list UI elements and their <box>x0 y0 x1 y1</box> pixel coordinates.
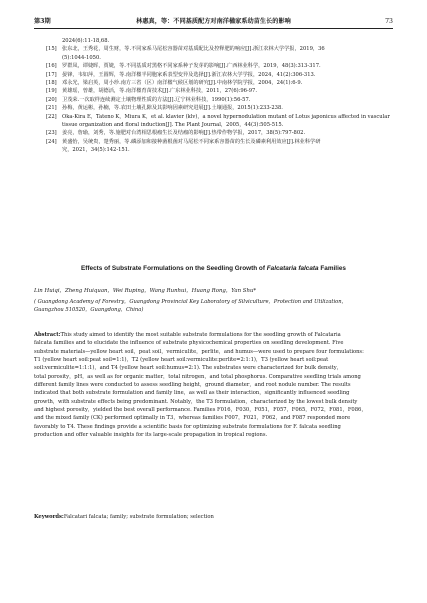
reference-number: [19] <box>46 88 57 95</box>
abstract-line <box>34 398 393 406</box>
abstract-text: different family lines were conducted to assess seedling height，ground diameter，and root nodule number. The results <box>34 382 351 389</box>
reference-text: 姜亮，詹瑜，刘秀，等.施肥对台湾相思根瘤生长及结瘤的影响[J].热带作物学报，2017，38(5):797-802. <box>62 130 306 137</box>
reference-text: 卫茂荣.一次取样连续测定土壤物理性质的方法[J].辽宁林业科技，1990(1):56-57. <box>62 96 251 103</box>
english-keywords: Keywords:Falcatari falcata; family; substrate formulation; selection <box>34 514 214 520</box>
running-title: 林惠真，等：不同基质配方对南洋楹家系幼苗生长的影响 <box>136 18 291 25</box>
abstract-line <box>34 364 393 372</box>
reference-text: 究，2021，34(5):142-151. <box>62 147 130 154</box>
reference-number: [17] <box>46 71 57 78</box>
reference-item <box>34 104 393 112</box>
reference-text: tissue organization and floral induction[J]. The Plant Journal，2005，44(3):505-515. <box>62 122 284 129</box>
reference-number: [16] <box>46 63 57 70</box>
abstract-text: and the mixed family (CK) performed optimally in T3，whereas families F007，F021，F062，and F087 responded more <box>34 415 351 422</box>
english-abstract <box>34 331 393 439</box>
reference-item <box>34 87 393 95</box>
english-authors: Lin Huiqi，Zheng Huiquan，Wei Ruping，Wang Runhui，Huang Rong，Yan Shu* <box>34 288 257 294</box>
reference-number: [18] <box>46 80 57 87</box>
abstract-text: T1 (yellow heart soil:peat soil=1:1)，T2 (yellow heart soil:vermiculite:perlite=2:1:1)，T3 (yellow heart soil:peat <box>34 357 329 364</box>
reference-text: (5):1044-1050. <box>62 54 101 61</box>
reference-number: [22] <box>46 113 57 120</box>
reference-number: [21] <box>46 105 57 112</box>
reference-text: 邓永光，梁启英，周小珍.南方三省（区）南洋楹气候区划的研究[J].中南林学院学报，2004，24(1):6-9. <box>62 80 303 87</box>
abstract-text: This study aimed to identify the most suitable substrate formulations for the seedling growth of Falcataria <box>60 332 341 338</box>
english-title: Effects of Substrate Formulations on the Seedling Growth of Falcataria falcata Families <box>81 265 346 272</box>
reference-text: 晏锋，韦如萍，王圆辉，等.南洋楹半同胞家系表型变异及选择[J].浙江农林大学学报，2024，41(2):306-313. <box>62 71 316 78</box>
reference-text: 黄盛怡，吴统贵，楚秀丽，等.磷添加和接种菌根菌对马尾松不同家系容器苗的生长及磷素利用效应[J].林业科学研 <box>62 138 321 145</box>
abstract-line <box>34 348 393 356</box>
reference-number: [15] <box>46 46 57 53</box>
abstract-line <box>34 414 393 422</box>
reference-number: [20] <box>46 96 57 103</box>
abstract-text: substrate materials—yellow heart soil，peat soil，vermiculite，perlite，and humus—were used to prepare four formulations: <box>34 348 364 355</box>
english-affiliation: ( Guangdong Academy of Forestry，Guangdong Provincial Key Laboratory of Silviculture，Protection and Utilization， Guangzhou 510520，Guangdong，China) <box>34 299 347 314</box>
reference-item <box>34 96 393 104</box>
reference-number: [24] <box>46 138 57 145</box>
reference-text: 张东北，王秀花，周生财，等.不同家系马尾松容器苗对基质配比及控释肥的响应[J].浙江农林大学学报，2019，36 <box>62 46 325 53</box>
reference-item <box>34 146 393 154</box>
reference-item <box>34 45 393 53</box>
issue-label: 第3期 <box>34 18 51 25</box>
reference-item <box>34 79 393 87</box>
reference-list <box>34 37 393 155</box>
abstract-label: Abstract: <box>34 332 61 338</box>
abstract-text: favorably to T4. These findings provide a scientific basis for optimizing substrate formulations for F. falcata seedling <box>34 423 341 430</box>
reference-item <box>34 129 393 137</box>
abstract-line <box>34 389 393 397</box>
reference-text: Oka-Kira E，Tateno K，Miura K，et al. klavier (klv)，a novel hypernodulation mutant of Lotus japonicus affected in vascular <box>62 113 390 120</box>
abstract-text: production and offer valuable insights for its large-scale propagation in tropical regions. <box>34 432 268 439</box>
reference-item <box>34 62 393 70</box>
abstract-line <box>34 331 393 339</box>
abstract-text: soil:vermiculite=1:1:1)，and T4 (yellow heart soil:humus=2:1). The substrates were characterized for bulk density， <box>34 365 342 372</box>
abstract-line <box>34 381 393 389</box>
abstract-text: and highest porosity，yielded the best overall performance. Families F016，F030，F051，F057，F065，F072，F081，F086， <box>34 407 367 414</box>
abstract-line <box>34 373 393 381</box>
reference-text: 罗群凤，谭婕晖，贾婕，等.不同基质对黑格不同家系种子发芽的影响[J].广西林业科学，2019，48(3):313-317. <box>62 63 321 70</box>
reference-number: [23] <box>46 130 57 137</box>
reference-item <box>34 121 393 129</box>
reference-text: 孙梅，黄运彬，孙楠，等.农田土壤孔隙及其影响因素研究进展[J].土壤通报，2015(1):233-238. <box>62 105 283 112</box>
abstract-text: growth，with substrate effects being predominant. Notably，the T3 formulation，characterized by the lowest bulk density <box>34 398 358 405</box>
reference-item <box>34 113 393 121</box>
abstract-line <box>34 339 393 347</box>
reference-item <box>34 54 393 62</box>
reference-text: 黄雄瑶，曾雄，胡德活，等.南洋楹育苗技术[J].广东林业科技，2011，27(6):96-97. <box>62 88 257 95</box>
page-number: 73 <box>385 18 393 25</box>
abstract-line <box>34 356 393 364</box>
reference-item <box>34 37 393 45</box>
abstract-text: total porosity，pH，as well as for organic matter，total nitrogen，and total phosphorus. Comparative seedling trials among <box>34 373 361 380</box>
abstract-text: falcata families and to elucidate the influence of substrate physicochemical properties on seedling development. Five <box>34 340 344 347</box>
reference-item <box>34 138 393 146</box>
reference-item <box>34 71 393 79</box>
abstract-text: indicated that both substrate formulation and family line，as well as their interaction，significantly influenced seedling <box>34 390 350 397</box>
abstract-line <box>34 423 393 431</box>
abstract-line <box>34 406 393 414</box>
reference-text: 2024(6):11-18,68. <box>62 38 110 44</box>
abstract-line <box>34 431 393 439</box>
running-header <box>34 16 393 29</box>
